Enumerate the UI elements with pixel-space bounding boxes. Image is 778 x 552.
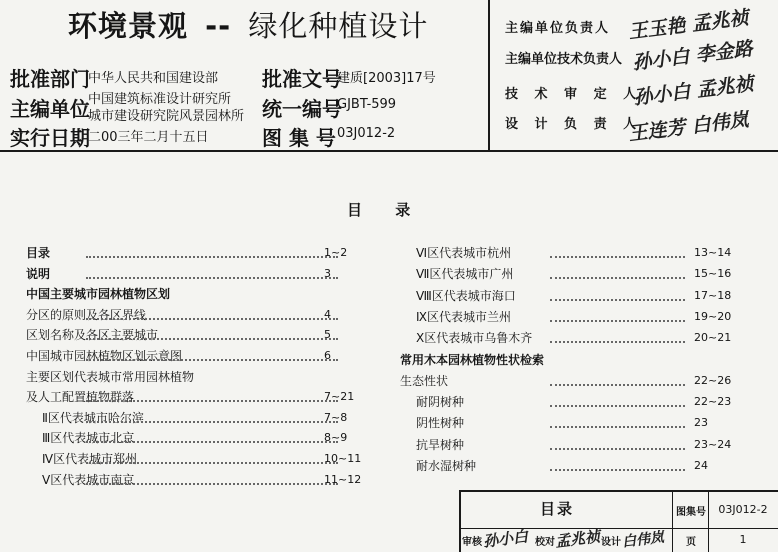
field-value-atlas-no: 03J012-2 — [337, 126, 396, 141]
toc-entry — [416, 413, 770, 433]
header-divider — [488, 0, 490, 150]
field-value-approval-dept: 中华人民共和国建设部 — [88, 71, 219, 86]
toc-entry-page: 13~14 — [694, 246, 732, 259]
signoff-role-chief: 主编单位负责人 — [505, 21, 611, 36]
toc-leader-dots — [86, 256, 338, 258]
review-label: 审核 — [462, 537, 482, 548]
toc-entry — [42, 408, 386, 428]
field-label-chief-unit: 主编单位 — [10, 97, 90, 121]
sheet-title: 目录 — [540, 500, 575, 518]
toc-entry-title: 常用木本园林植物性状检索 — [400, 350, 548, 370]
toc-entry-title: 耐水湿树种 — [416, 456, 480, 476]
design-signature: 白伟岚 — [621, 529, 665, 551]
toc-entry-title: 区划名称及各区主要城市 — [26, 325, 162, 345]
toc-entry-title: 耐阴树种 — [416, 392, 468, 412]
toc-entry — [26, 243, 386, 263]
field-label-approval-dept: 批准部门 — [10, 67, 90, 91]
atlas-no-label: 图集号 — [676, 507, 706, 518]
toc-entry — [416, 243, 770, 263]
toc-entry — [26, 346, 386, 366]
toc-entry — [416, 328, 770, 348]
design-label: 设计 — [601, 537, 621, 548]
header-bottom-rule — [0, 150, 778, 152]
field-value-chief-unit-line2: 城市建设研究院风景园林所 — [88, 109, 245, 124]
atlas-title — [68, 4, 428, 45]
toc-entry-title: 阴性树种 — [416, 413, 468, 433]
toc-entry — [400, 350, 770, 370]
toc-leader-dots — [86, 400, 338, 402]
field-value-chief-unit-line1: 中国建筑标准设计研究所 — [88, 92, 232, 107]
field-label-effective-date: 实行日期 — [10, 126, 90, 150]
toc-leader-dots — [550, 469, 685, 471]
toc-entry — [26, 305, 386, 325]
toc-entry-title: Ⅴ区代表城市南京 — [42, 470, 138, 490]
signoff-role-reviewer: 技 术 审 定 人 — [505, 87, 643, 102]
toc-leader-dots — [550, 426, 685, 428]
toc-entry-page: 7~21 — [324, 390, 355, 404]
toc-entry-title: 中国城市园林植物区划示意图 — [26, 346, 186, 366]
toc-leader-dots — [550, 384, 685, 386]
toc-leader-dots — [86, 338, 338, 340]
field-label-unified-no: 统一编号 — [262, 97, 342, 121]
toc-entry-title: 及人工配置植物群落 — [26, 387, 138, 407]
toc-leader-dots — [86, 483, 338, 485]
toc-leader-dots — [550, 405, 685, 407]
toc-entry-title: 目录 — [26, 243, 54, 263]
toc-entry-title: Ⅸ区代表城市兰州 — [416, 307, 515, 327]
signature-reviewer: 孙小白 孟兆祯 — [632, 72, 755, 110]
toc-entry-page: 23~24 — [694, 437, 732, 451]
toc-leader-dots — [86, 462, 338, 464]
toc-entry — [42, 449, 386, 469]
title-block-col-rule-1 — [672, 490, 673, 552]
toc-leader-dots — [550, 277, 685, 279]
toc-entry-page: 20~21 — [694, 331, 732, 345]
toc-entry-title: Ⅱ区代表城市哈尔滨 — [42, 408, 148, 428]
toc-leader-dots — [86, 359, 338, 361]
title-block-left-rule — [459, 490, 461, 552]
toc-entry-title: Ⅷ区代表城市海口 — [416, 286, 520, 306]
toc-leader-dots — [86, 277, 338, 279]
toc-heading: 目 录 — [347, 201, 425, 219]
page-number: 1 — [739, 533, 747, 546]
review-signature: 孙小白 — [482, 527, 530, 551]
title-separator: -- — [205, 9, 232, 43]
toc-entry — [26, 264, 386, 284]
check-label: 校对 — [535, 537, 555, 548]
toc-entry-page: 17~18 — [694, 288, 732, 302]
title-block-col-rule-2 — [708, 490, 709, 552]
toc-entry-title: 中国主要城市园林植物区划 — [26, 284, 174, 304]
check-signature: 孟兆祯 — [554, 527, 602, 551]
toc-leader-dots — [550, 299, 685, 301]
signature-chief: 王玉艳 孟兆祯 — [627, 6, 750, 44]
toc-entry — [416, 307, 770, 327]
toc-entry-title: Ⅶ区代表城市广州 — [416, 264, 517, 284]
toc-leader-dots — [86, 421, 338, 423]
toc-entry-page: 24 — [694, 459, 708, 472]
signature-tech-chief: 孙小白 李金路 — [631, 37, 754, 75]
toc-entry — [416, 456, 770, 476]
toc-entry — [42, 470, 386, 490]
toc-leader-dots — [550, 320, 685, 322]
toc-entry-page: 19~20 — [694, 309, 732, 323]
toc-entry-page: 1~2 — [324, 246, 348, 259]
toc-entry-title: 分区的原则及各区界线 — [26, 305, 150, 325]
title-block-top-rule — [459, 490, 778, 492]
toc-leader-dots — [86, 318, 338, 320]
signoff-role-designer: 设 计 负 责 人 — [505, 117, 643, 132]
toc-entry-page: 5 — [324, 328, 331, 342]
field-value-unified-no: GJBT-599 — [337, 97, 397, 112]
toc-entry-page: 23 — [694, 416, 708, 430]
toc-entry-title: Ⅳ区代表城市郑州 — [42, 449, 141, 469]
title-subtitle: 绿化种植设计 — [248, 9, 429, 43]
toc-leader-dots — [550, 448, 685, 450]
toc-entry — [26, 325, 386, 345]
toc-leader-dots — [550, 341, 685, 343]
title-main: 环境景观 — [68, 9, 189, 43]
field-label-approval-no: 批准文号 — [262, 67, 342, 91]
toc-entry — [416, 286, 770, 306]
toc-entry-page: 7~8 — [324, 410, 348, 424]
toc-entry — [26, 367, 386, 387]
signature-designer: 王连芳 白伟岚 — [627, 108, 750, 146]
toc-entry — [416, 264, 770, 284]
signoff-role-tech-chief: 主编单位技术负责人 — [505, 52, 623, 67]
toc-entry-page: 22~23 — [694, 395, 732, 409]
toc-entry — [26, 387, 386, 407]
toc-entry-page: 15~16 — [694, 267, 732, 281]
field-value-approval-no: 建质[2003]17号 — [337, 71, 436, 86]
toc-entry-page: 11~12 — [324, 472, 362, 486]
field-label-atlas-no: 图 集 号 — [262, 126, 336, 150]
toc-entry-title: 说明 — [26, 264, 54, 284]
page-label: 页 — [686, 537, 696, 548]
toc-entry-title: 主要区划代表城市常用园林植物 — [26, 367, 198, 387]
toc-entry — [26, 284, 386, 304]
atlas-no-value: 03J012-2 — [718, 503, 768, 516]
toc-entry-page: 22~26 — [694, 373, 732, 387]
toc-entry — [42, 428, 386, 448]
toc-entry-page: 6 — [324, 349, 331, 362]
toc-leader-dots — [550, 256, 685, 258]
toc-entry-title: Ⅲ区代表城市北京 — [42, 428, 138, 448]
toc-entry-title: Ⅵ区代表城市杭州 — [416, 243, 515, 263]
toc-entry-page: 8~9 — [324, 431, 348, 445]
toc-entry — [416, 435, 770, 455]
toc-entry-title: Ⅹ区代表城市乌鲁木齐 — [416, 328, 536, 348]
toc-entry-title: 抗旱树种 — [416, 435, 468, 455]
field-value-effective-date: 二00三年二月十五日 — [88, 130, 209, 145]
toc-leader-dots — [86, 441, 338, 443]
toc-entry — [416, 392, 770, 412]
toc-entry-page: 10~11 — [324, 452, 362, 465]
toc-entry-page: 4 — [324, 307, 331, 321]
toc-entry-title: 生态性状 — [400, 371, 452, 391]
toc-entry-page: 3 — [324, 266, 331, 280]
toc-entry — [400, 371, 770, 391]
